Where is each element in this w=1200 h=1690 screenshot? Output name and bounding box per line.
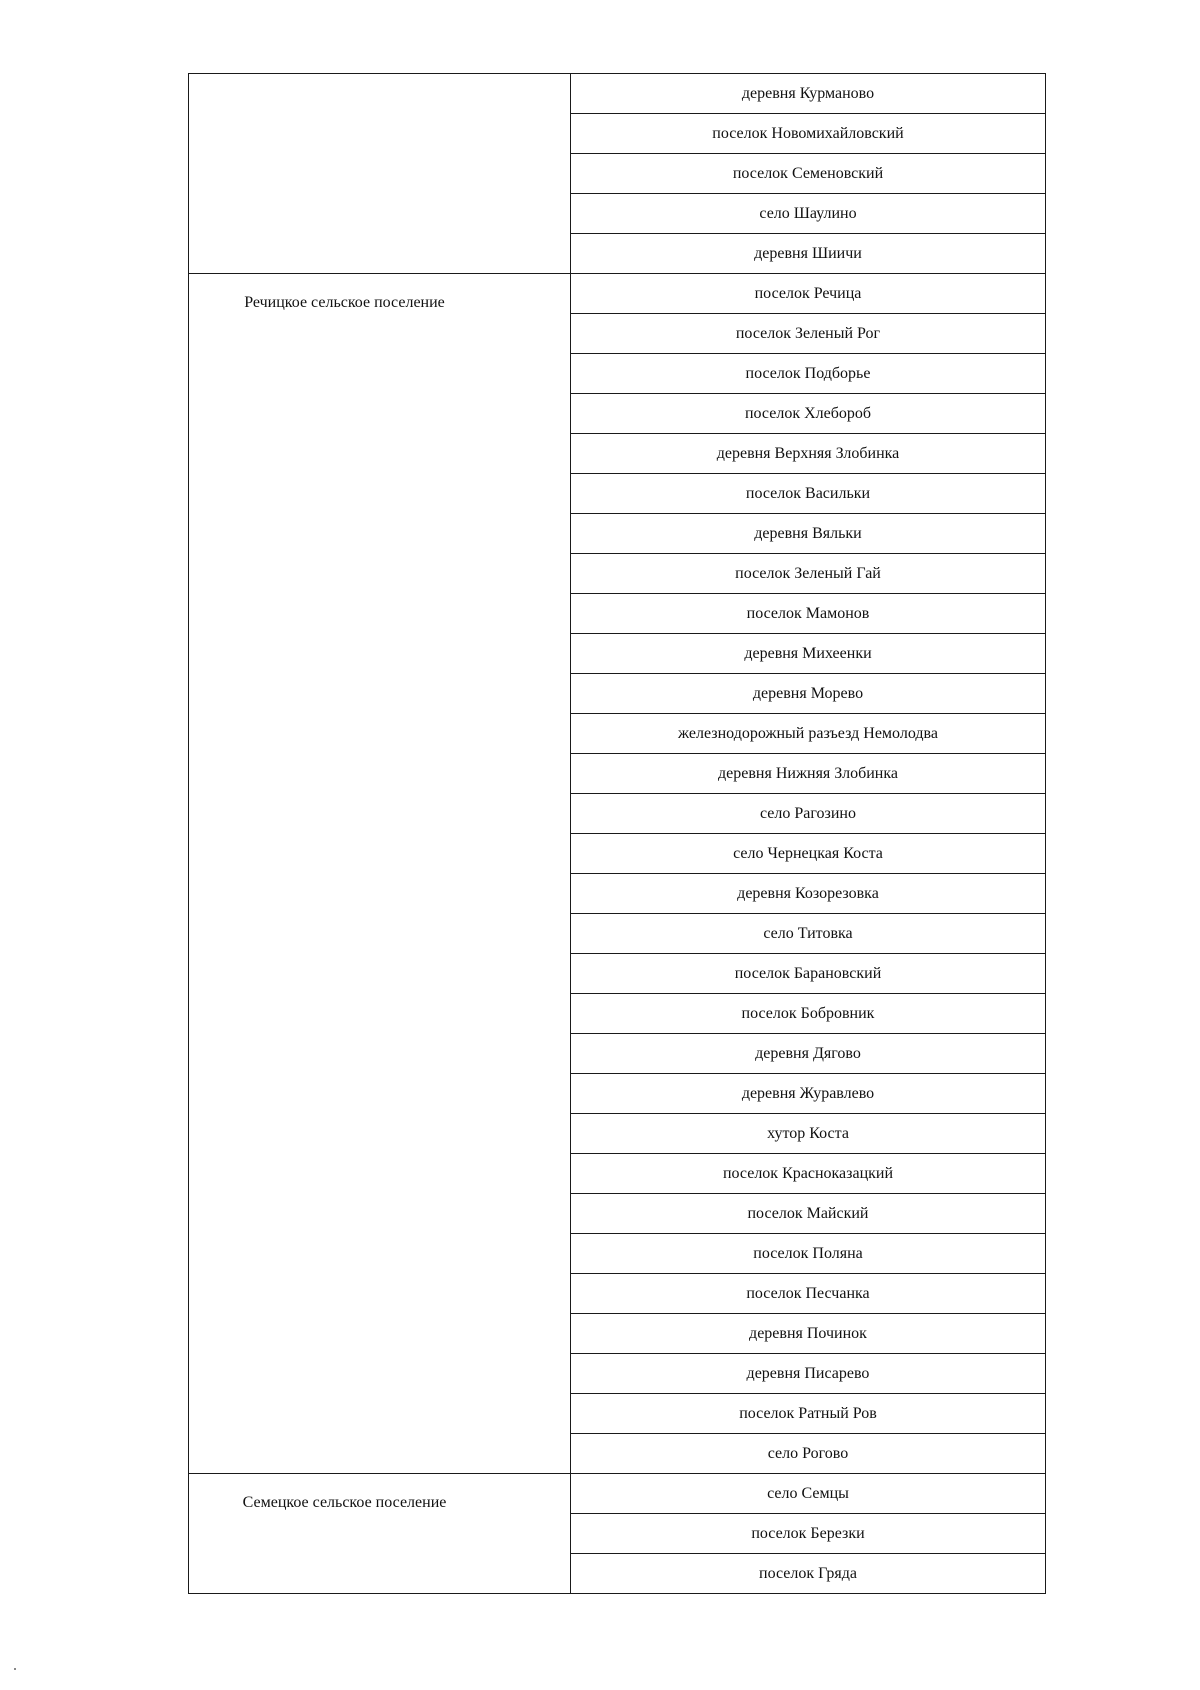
locality-cell: село Рагозино	[571, 794, 1046, 834]
locality-cell: деревня Морево	[571, 674, 1046, 714]
locality-cell: деревня Журавлево	[571, 1074, 1046, 1114]
locality-cell: поселок Васильки	[571, 474, 1046, 514]
locality-cell: поселок Семеновский	[571, 154, 1046, 194]
locality-cell: деревня Нижняя Злобинка	[571, 754, 1046, 794]
locality-cell: поселок Мамонов	[571, 594, 1046, 634]
locality-cell: деревня Михеенки	[571, 634, 1046, 674]
locality-cell: хутор Коста	[571, 1114, 1046, 1154]
settlement-cell	[189, 74, 571, 274]
locality-cell: поселок Речица	[571, 274, 1046, 314]
locality-cell: поселок Зеленый Рог	[571, 314, 1046, 354]
locality-cell: поселок Песчанка	[571, 1274, 1046, 1314]
locality-cell: поселок Гряда	[571, 1554, 1046, 1594]
locality-cell: железнодорожный разъезд Немолодва	[571, 714, 1046, 754]
locality-cell: село Шаулино	[571, 194, 1046, 234]
locality-cell: поселок Ратный Ров	[571, 1394, 1046, 1434]
table-row	[189, 1474, 1046, 1514]
settlements-table	[188, 73, 1046, 1594]
settlement-cell	[189, 274, 571, 1474]
scan-speck	[14, 1668, 16, 1670]
locality-cell: деревня Верхняя Злобинка	[571, 434, 1046, 474]
locality-cell: деревня Козорезовка	[571, 874, 1046, 914]
table-body	[189, 74, 1046, 1594]
locality-cell: деревня Починок	[571, 1314, 1046, 1354]
locality-cell: деревня Писарево	[571, 1354, 1046, 1394]
locality-cell: поселок Новомихайловский	[571, 114, 1046, 154]
locality-cell: деревня Вяльки	[571, 514, 1046, 554]
locality-cell: село Рогово	[571, 1434, 1046, 1474]
settlement-name: Речицкое сельское поселение	[244, 294, 445, 311]
locality-cell: деревня Курманово	[571, 74, 1046, 114]
locality-cell: поселок Зеленый Гай	[571, 554, 1046, 594]
settlement-cell	[189, 1474, 571, 1594]
locality-cell: село Чернецкая Коста	[571, 834, 1046, 874]
locality-cell: поселок Майский	[571, 1194, 1046, 1234]
locality-cell: поселок Поляна	[571, 1234, 1046, 1274]
locality-cell: поселок Краснoказацкий	[571, 1154, 1046, 1194]
locality-cell: поселок Хлебороб	[571, 394, 1046, 434]
locality-cell: поселок Бобровник	[571, 994, 1046, 1034]
table-row	[189, 74, 1046, 114]
locality-cell: поселок Подборье	[571, 354, 1046, 394]
locality-cell: поселок Барановский	[571, 954, 1046, 994]
locality-cell: деревня Шиичи	[571, 234, 1046, 274]
locality-cell: деревня Дягово	[571, 1034, 1046, 1074]
settlement-name: Семецкое сельское поселение	[242, 1494, 447, 1511]
locality-cell: село Семцы	[571, 1474, 1046, 1514]
locality-cell: село Титовка	[571, 914, 1046, 954]
table-row	[189, 274, 1046, 314]
locality-cell: поселок Березки	[571, 1514, 1046, 1554]
